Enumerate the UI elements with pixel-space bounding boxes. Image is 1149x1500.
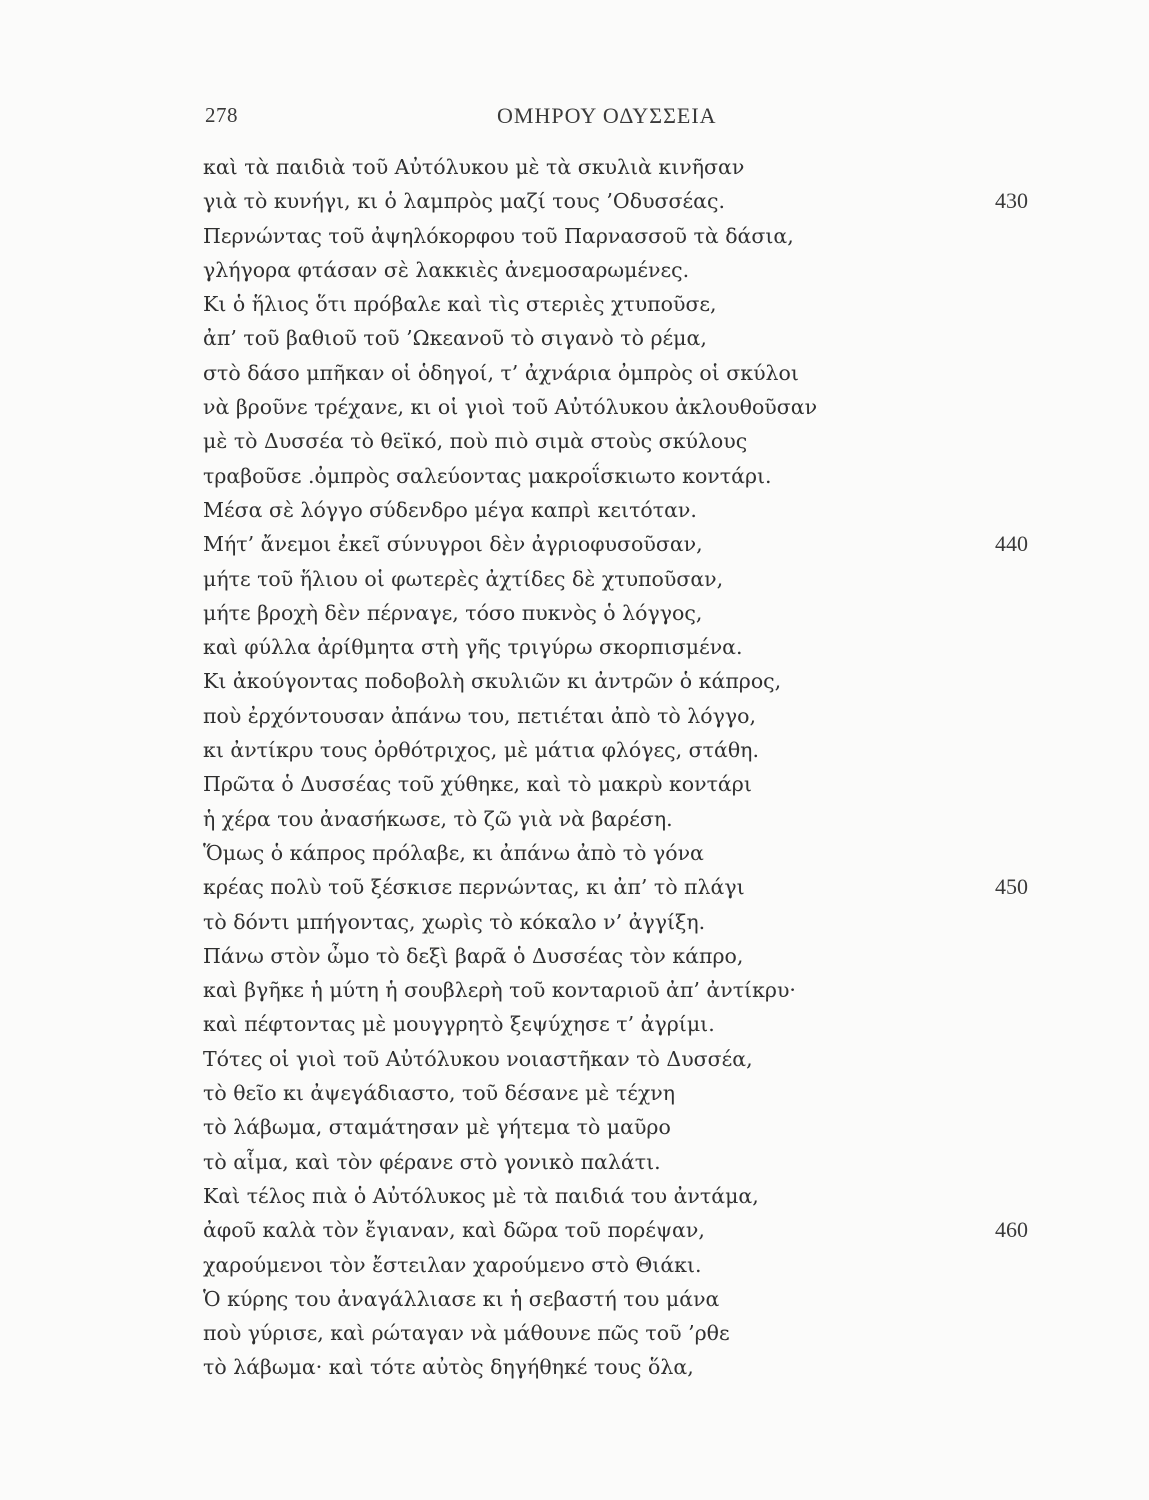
- verse-line: [203, 1213, 1028, 1247]
- verse-line: [203, 356, 1023, 390]
- verse-text: στὸ δάσο μπῆκαν οἱ ὁδηγοί, τ’ ἀχνάρια ὀμπρὸς οἱ σκύλοι: [203, 360, 799, 385]
- verse-text: Καὶ τέλος πιὰ ὁ Αὐτόλυκος μὲ τὰ παιδιά του ἀντάμα,: [203, 1183, 759, 1208]
- verse-text: γιὰ τὸ κυνήγι, κι ὁ λαμπρὸς μαζί τους ’Οδυσσέας.: [203, 189, 725, 214]
- verse-text: Ὁ κύρης του ἀναγάλλιασε κι ἡ σεβαστή του μάνα: [203, 1286, 720, 1311]
- verse-line: [203, 1248, 1023, 1282]
- verse-text: καὶ τὰ παιδιὰ τοῦ Αὐτόλυκου μὲ τὰ σκυλιὰ κινῆσαν: [203, 155, 745, 179]
- verse-line: [203, 1007, 1023, 1041]
- verse-line: [203, 459, 1023, 493]
- verse-text: Μέσα σὲ λόγγο σύδενδρο μέγα καπρὶ κειτόταν.: [203, 497, 697, 522]
- verse-line: [203, 1350, 1023, 1384]
- line-number: 450: [995, 874, 1028, 900]
- verse-line: [203, 1316, 1023, 1350]
- verse-line: [203, 287, 1023, 321]
- verse-line: [203, 1145, 1023, 1179]
- verse-line: [203, 1282, 1023, 1316]
- verse-line: [203, 493, 1023, 527]
- verse-text: μήτε τοῦ ἥλιου οἱ φωτερὲς ἀχτίδες δὲ χτυποῦσαν,: [203, 566, 724, 591]
- verse-text: Κι ἀκούγοντας ποδοβολὴ σκυλιῶν κι ἀντρῶν ὁ κάπρος,: [203, 669, 782, 694]
- verse-line: [203, 767, 1023, 801]
- line-number: 440: [995, 531, 1028, 557]
- verse-text: γλήγορα φτάσαν σὲ λακκιὲς ἀνεμοσαρωμένες.: [203, 257, 690, 282]
- verse-line: [203, 802, 1023, 836]
- verse-text: καὶ πέφτοντας μὲ μουγγρητὸ ξεψύχησε τ’ ἀγρίμι.: [203, 1012, 715, 1037]
- verse-text: τὸ λάβωμα· καὶ τότε αὐτὸς δηγήθηκέ τους ὅλα,: [203, 1355, 694, 1380]
- verse-line: [203, 219, 1023, 253]
- verse-line: [203, 321, 1023, 355]
- verse-line: [203, 1179, 1023, 1213]
- verse-text: ποὺ ἐρχόντουσαν ἀπάνω του, πετιέται ἀπὸ τὸ λόγγο,: [203, 703, 756, 728]
- page-number: 278: [205, 103, 238, 127]
- verse-line: [203, 1042, 1023, 1076]
- verse-text: χαρούμενοι τὸν ἔστειλαν χαρούμενο στὸ Θιάκι.: [203, 1252, 702, 1277]
- verse-line: [203, 973, 1023, 1007]
- verse-text: ἡ χέρα του ἀνασήκωσε, τὸ ζῶ γιὰ νὰ βαρέση.: [203, 806, 673, 831]
- verse-line: [203, 870, 1028, 904]
- verse-line: [203, 253, 1023, 287]
- verse-line: [203, 630, 1023, 664]
- verse-text: κι ἀντίκρυ τους ὀρθότριχος, μὲ μάτια φλόγες, στάθη.: [203, 738, 759, 763]
- verse-line: [203, 527, 1028, 561]
- poem-text: [203, 150, 1028, 1385]
- running-head-title: ΟΜΗΡΟΥ ΟΔΥΣΣΕΙΑ: [497, 103, 717, 128]
- verse-text: ἀφοῦ καλὰ τὸν ἔγιαναν, καὶ δῶρα τοῦ πορέψαν,: [203, 1218, 705, 1243]
- verse-line: [203, 424, 1023, 458]
- verse-text: Τότες οἱ γιοὶ τοῦ Αὐτόλυκου νοιαστῆκαν τὸ Δυσσέα,: [203, 1046, 753, 1071]
- verse-text: νὰ βροῦνε τρέχανε, κι οἱ γιοὶ τοῦ Αὐτόλυκου ἀκλουθοῦσαν: [203, 395, 818, 420]
- verse-line: [203, 562, 1023, 596]
- verse-text: Πρῶτα ὁ Δυσσέας τοῦ χύθηκε, καὶ τὸ μακρὺ κοντάρι: [203, 772, 752, 797]
- verse-line: [203, 1110, 1023, 1144]
- verse-line: [203, 1076, 1023, 1110]
- verse-text: Κι ὁ ἥλιος ὅτι πρόβαλε καὶ τὶς στεριὲς χτυποῦσε,: [203, 292, 717, 317]
- verse-text: τὸ αἷμα, καὶ τὸν φέρανε στὸ γονικὸ παλάτι.: [203, 1149, 661, 1174]
- verse-line: [203, 699, 1023, 733]
- verse-line: [203, 836, 1023, 870]
- verse-text: Πάνω στὸν ὦμο τὸ δεξὶ βαρᾶ ὁ Δυσσέας τὸν κάπρο,: [203, 943, 744, 968]
- verse-text: Ὅμως ὁ κάπρος πρόλαβε, κι ἀπάνω ἀπὸ τὸ γόνα: [203, 840, 704, 865]
- verse-text: ποὺ γύρισε, καὶ ρώταγαν νὰ μάθουνε πῶς τοῦ ’ρθε: [203, 1321, 730, 1346]
- verse-text: μὲ τὸ Δυσσέα τὸ θεϊκό, ποὺ πιὸ σιμὰ στοὺς σκύλους: [203, 429, 748, 454]
- line-number: 460: [995, 1217, 1028, 1243]
- verse-line: [203, 905, 1023, 939]
- verse-text: Μήτ’ ἄνεμοι ἐκεῖ σύνυγροι δὲν ἀγριοφυσοῦσαν,: [203, 532, 703, 557]
- verse-line: [203, 939, 1023, 973]
- verse-line: [203, 596, 1023, 630]
- line-number: 430: [995, 188, 1028, 214]
- verse-line: [203, 184, 1028, 218]
- verse-text: κρέας πολὺ τοῦ ξέσκισε περνώντας, κι ἀπ’ τὸ πλάγι: [203, 875, 745, 900]
- verse-text: τὸ δόντι μπήγοντας, χωρὶς τὸ κόκαλο ν’ ἀγγίξη.: [203, 909, 706, 934]
- verse-line: [203, 664, 1023, 698]
- verse-line: [203, 150, 1023, 184]
- verse-text: τραβοῦσε .ὀμπρὸς σαλεύοντας μακροΐσκιωτο κοντάρι.: [203, 463, 772, 488]
- verse-line: [203, 390, 1023, 424]
- verse-text: ἀπ’ τοῦ βαθιοῦ τοῦ ’Ωκεανοῦ τὸ σιγανὸ τὸ ρέμα,: [203, 326, 707, 351]
- verse-text: καὶ βγῆκε ἡ μύτη ἡ σουβλερὴ τοῦ κονταριοῦ ἀπ’ ἀντίκρυ·: [203, 978, 796, 1003]
- verse-text: μήτε βροχὴ δὲν πέρναγε, τόσο πυκνὸς ὁ λόγγος,: [203, 600, 703, 625]
- verse-text: καὶ φύλλα ἀρίθμητα στὴ γῆς τριγύρω σκορπισμένα.: [203, 635, 743, 660]
- verse-text: τὸ λάβωμα, σταμάτησαν μὲ γήτεμα τὸ μαῦρο: [203, 1115, 671, 1140]
- verse-text: Περνώντας τοῦ ἀψηλόκορφου τοῦ Παρνασσοῦ τὰ δάσια,: [203, 223, 794, 248]
- verse-line: [203, 733, 1023, 767]
- verse-text: τὸ θεῖο κι ἀψεγάδιαστο, τοῦ δέσανε μὲ τέχνη: [203, 1081, 676, 1106]
